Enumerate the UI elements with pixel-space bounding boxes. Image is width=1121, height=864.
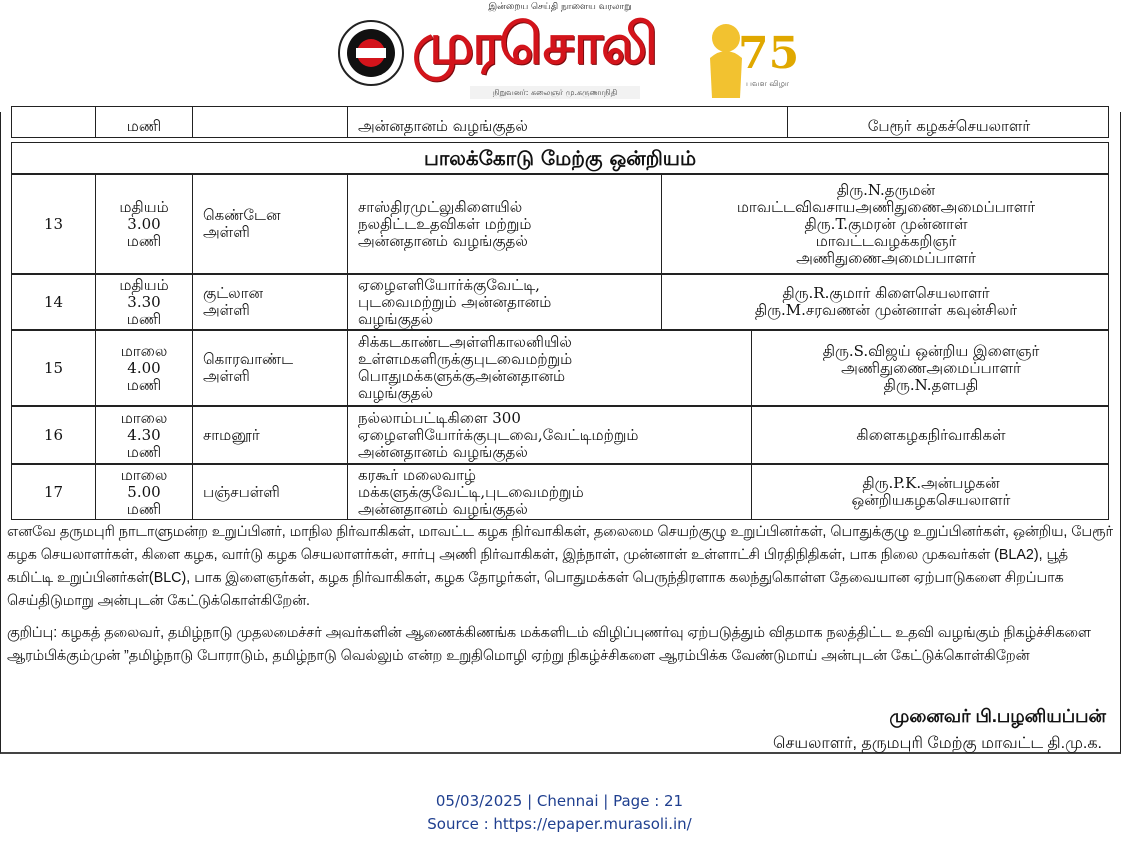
contact-cell — [752, 465, 1110, 519]
time-cell-line: மணி — [126, 442, 162, 461]
time-cell — [96, 331, 193, 405]
time-cell-line: மதியம் — [119, 197, 169, 216]
anniversary-number: 75 — [738, 28, 800, 79]
event-cell-line: சிக்கடகாண்டஅள்ளிகாலனியில் — [358, 333, 572, 351]
contact-cell-line: அணிதுணைஅமைப்பாளர் — [841, 358, 1021, 377]
event-cell-line: அன்னதானம் வழங்குதல் — [358, 231, 528, 250]
newspaper-title: முரசொலி — [412, 12, 656, 77]
row-number: 13 — [12, 175, 96, 273]
contact-cell-line: திரு.M.சரவணன் முன்னாள் கவுன்சிலர் — [754, 301, 1018, 319]
row-number: 15 — [12, 331, 96, 405]
time-cell-line: மணி — [126, 309, 162, 328]
contact-cell-line: திரு.N.தளபதி — [883, 375, 979, 394]
place-cell-line: கொரவாண்ட — [203, 350, 294, 368]
event-cell-line: பொதுமக்களுக்குஅன்னதானம் — [358, 367, 566, 385]
event-cell — [348, 465, 752, 519]
place-cell-line: கெண்டேன — [203, 206, 281, 224]
time-cell — [96, 275, 193, 329]
table-row — [11, 464, 1109, 520]
time-cell-line: 4.00 — [127, 358, 161, 377]
time-cell-line: 5.00 — [127, 482, 161, 501]
time-cell-line: மாலை — [120, 408, 168, 427]
place-cell-line: அள்ளி — [203, 301, 250, 319]
event-cell-line: நலதிட்டஉதவிகள் மற்றும் — [358, 214, 532, 233]
contact-cell — [662, 175, 1110, 273]
table-row — [11, 174, 1109, 274]
event-cell — [348, 331, 752, 405]
contact-cell-line: அணிதுணைஅமைப்பாளர் — [796, 248, 976, 267]
section-title: பாலக்கோடு மேற்கு ஒன்றியம் — [11, 142, 1109, 174]
contact-cell-line: மாவட்டவழக்கறிஞர் — [815, 231, 957, 250]
time-cell-line: 3.00 — [127, 214, 161, 233]
contact-cell-line: ஒன்றியகழகசெயலாளர் — [851, 491, 1011, 509]
time-cell-line: மாலை — [120, 465, 168, 484]
event-cell-line: ஏழைஎளியோர்க்குபுடவை,வேட்டிமற்றும் — [358, 425, 639, 444]
event-cell — [348, 275, 662, 329]
event-cell — [348, 175, 662, 273]
time-cell-line: 3.30 — [127, 292, 161, 311]
event-cell-line: அன்னதானம் வழங்குதல் — [358, 442, 528, 461]
party-emblem-icon — [336, 18, 406, 88]
place-cell — [193, 465, 348, 519]
event-cell-line: மக்களுக்குவேட்டி,புடவைமற்றும் — [358, 482, 584, 501]
event-cell-line: வழங்குதல் — [358, 384, 434, 402]
place-cell — [193, 331, 348, 405]
time-cell-line: மணி — [126, 231, 162, 250]
place-cell-line: அள்ளி — [203, 367, 250, 385]
masthead-tagline: இன்றைய செய்தி நாளைய வரலாறு — [488, 2, 632, 12]
contact-cell-line: திரு.P.K.அன்பழகன் — [862, 474, 1000, 492]
event-cell-line: உள்ளமகளிருக்குபுடவைமற்றும் — [358, 350, 573, 368]
time-cell-line: மதியம் — [119, 275, 169, 294]
time-cell — [96, 175, 193, 273]
contact-cell — [752, 331, 1110, 405]
place-cell-line: அள்ளி — [203, 223, 250, 241]
table-row — [11, 330, 1109, 406]
table-row — [11, 406, 1109, 464]
row-number: 14 — [12, 275, 96, 329]
signatory-title: செயலாளர், தருமபுரி மேற்கு மாவட்ட தி.மு.க. — [773, 735, 1102, 752]
row-number: 17 — [12, 465, 96, 519]
contact-cell — [752, 407, 1110, 463]
contact-cell-line: திரு.T.குமரன் முன்னாள் — [804, 214, 968, 233]
note-paragraph: குறிப்பு: கழகத் தலைவர், தமிழ்நாடு முதலமைச்சர் அவர்களின் ஆணைக்கிணங்க மக்களிடம் விழிப்புணர்வு ஏற்படுத்தும் விதமாக நலத்திட்ட உதவி வழங்கும் நிகழ்ச்சிகளை ஆரம்பிக்கும்முன் ”தமிழ்நாடு போராடும், தமிழ்நாடு வெல்லும் என்ற உறுதிமொழி ஏற்று நிகழ்ச்சிகளை ஆரம்பிக்க வேண்டுமாய் அன்புடன் கேட்டுக்கொள்கிறேன் — [7, 625, 1091, 664]
event-cell-line: சாஸ்திரமுட்லுகிளையில் — [358, 197, 523, 216]
event-cell-line: நல்லாம்பட்டிகிளை 300 — [358, 408, 521, 427]
place-cell — [193, 175, 348, 273]
time-cell-line: மணி — [126, 499, 162, 518]
signatory-name: முனைவர் பி.பழனியப்பன் — [889, 706, 1106, 726]
event-cell-line: ஏழைஎளியோர்க்குவேட்டி, — [358, 275, 540, 294]
time-cell: மணி — [96, 107, 193, 137]
place-cell — [193, 407, 348, 463]
table-row-partial — [11, 106, 1109, 138]
event-cell-line: வழங்குதல் — [358, 309, 434, 328]
time-cell-line: மாலை — [120, 341, 168, 360]
time-cell — [96, 407, 193, 463]
event-cell-line: அன்னதானம் வழங்குதல் — [358, 499, 528, 518]
contact-cell: பேரூர் கழகச்செயலாளர் — [867, 117, 1031, 135]
row-number: 16 — [12, 407, 96, 463]
contact-cell-line: மாவட்டவிவசாயஅணிதுணைஅமைப்பாளர் — [736, 197, 1036, 216]
event-cell-line: புடவைமற்றும் அன்னதானம் — [358, 292, 552, 311]
contact-cell-line: திரு.S.விஜய் ஒன்றிய இளைஞர் — [822, 341, 1040, 360]
place-cell-line: பஞ்சபள்ளி — [203, 482, 280, 501]
invitation-paragraph: எனவே தருமபுரி நாடாளுமன்ற உறுப்பினர், மாநில நிர்வாகிகள், மாவட்ட கழக நிர்வாகிகள், தலைமை செயற்குழு உறுப்பினர்கள், பொதுக்குழு உறுப்பினர்கள், ஒன்றிய, பேரூர் கழக செயலாளர்கள், கிளை கழக, வார்டு கழக செயலாளர்கள், சார்பு அணி நிர்வாகிகள், இந்நாள், முன்னாள் உள்ளாட்சி பிரதிநிதிகள், பாக நிலை முகவர்கள் (BLA2), பூத் கமிட்டி உறுப்பினர்கள்(BLC), பாக இளைஞர்கள், கழக நிர்வாகிகள், கழக தோழர்கள், பொதுமக்கள் பெருந்திரளாக கலந்துகொள்ள தேவையான ஏற்பாடுகளை சிறப்பாக செய்திடுமாறு அன்புடன் கேட்டுக்கொள்கிறேன். — [7, 524, 1113, 609]
footer-source-link[interactable]: Source : https://epaper.murasoli.in/ — [427, 815, 692, 833]
masthead — [0, 0, 1119, 112]
masthead-subtitle: நிறுவனர்: கலைஞர் மு.கருணாநிதி — [470, 86, 640, 99]
contact-cell-line: கிளைகழகநிர்வாகிகள் — [856, 425, 1006, 444]
place-cell — [193, 275, 348, 329]
event-cell — [348, 407, 752, 463]
event-cell-line: கரகூர் மலைவாழ் — [358, 465, 476, 484]
footer-edition-info: 05/03/2025 | Chennai | Page : 21 — [435, 792, 684, 810]
contact-cell-line: திரு.N.தருமன் — [836, 180, 936, 199]
time-cell-line: மணி — [126, 375, 162, 394]
anniversary-label: பவள விழா — [746, 79, 790, 88]
article-body — [0, 112, 1121, 754]
table-row — [11, 274, 1109, 330]
time-cell-line: 4.30 — [127, 425, 161, 444]
place-cell-line: குட்லான — [203, 284, 264, 302]
place-cell-line: சாமனூர் — [203, 425, 260, 444]
event-cell: அன்னதானம் வழங்குதல் — [348, 107, 788, 137]
contact-cell — [662, 275, 1110, 329]
anniversary-75-logo — [700, 8, 800, 104]
contact-cell-line: திரு.R.குமார் கிளைசெயலாளர் — [782, 284, 990, 302]
time-cell — [96, 465, 193, 519]
